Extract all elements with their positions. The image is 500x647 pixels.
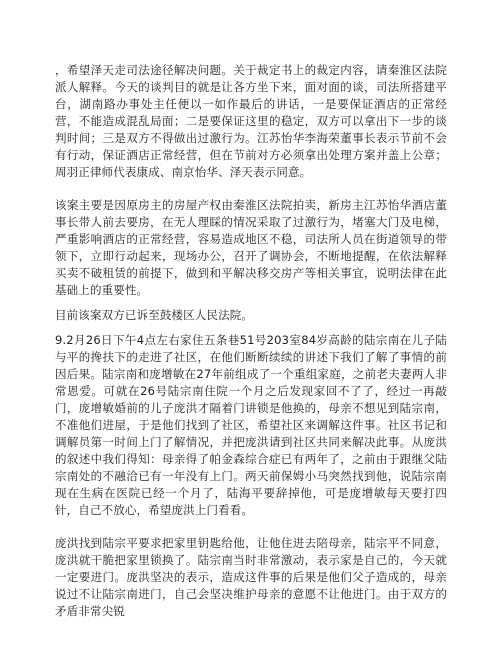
paragraph-spacer [55,299,447,307]
paragraph-case-nine: 9.2月26日下午4点左右家住五条巷51号203室84岁高龄的陆宗南在儿子陆与平的搀扶下的走进了社区，在他们断断续续的讲述下我们了解了事情的前因后果。陆宗南和庞增敏在27年前组成了一个重组家庭，之前老夫妻两人非常恩爱。可就在26号陆宗南住院一个月之后发现家回不了了，经过一再敲门，庞增敏婚前的儿子庞洪才隔着门讲锁是他换的，母亲不想见到陆宗南，不准他们进屋，于是他们找到了社区，希望社区来调解这件事。社区书记和调解员第一时间上门了解情况，并把庞洪请到社区共同来解决此事。从庞洪的叙述中我们得知：母亲得了帕金森综合症已有两年了，之前由于跟继父陆宗南处的不融洽已有一年没有上门。两天前保姆小马突然找到他，说陆宗南现在生病在医院已经一个月了，陆海平要辞掉他，可是庞增敏每天要打四针，自己不放心，希望庞洪上门看看。 [55,333,447,517]
paragraph-case-description: 该案主要是因原房主的房屋产权由秦淮区法院拍卖，新房主江苏怡华酒店董事长带人前去要房，在无人理睬的情况采取了过激行为，堵塞大门及电梯，严重影响酒店的正常经营，容易造成地区不稳，司法所人员在街道领导的带领下，立即行动起来，现场办公，召开了调协会，不断地提醒，在依法解释买卖不破租赁的前提下，做到和平解决移交房产等相关事宜，说明法律在此基础上的重要性。 [55,198,447,297]
paragraph-spacer [55,181,447,197]
paragraph-spacer [55,519,447,535]
paragraph-spacer [55,324,447,332]
paragraph-case-status: 目前该案双方已诉至鼓楼区人民法院。 [55,308,254,322]
paragraph-case-nine-continued: 庞洪找到陆宗平要求把家里钥匙给他，让他住进去陪母亲，陆宗平不同意，庞洪就干脆把家里锁换了。陆宗南当时非常激动，表示家是自己的，今天就一定要进门。庞洪坚决的表示，造成这件事的后果是他们父子造成的，母亲说过不让陆宗南进门，自己会坚决维护母亲的意愿不让他进门。由于双方的矛盾非常尖锐 [55,536,447,618]
document-page [55,62,447,620]
paragraph-negotiation-summary: ，希望泽天走司法途径解决问题。关于裁定书上的裁定内容，请秦淮区法院派人解释。今天的谈判目的就是让各方坐下来，面对面的谈，司法所搭建平台，湖南路办事处主任便以一如作最后的讲话，一是要保证酒店的正常经营，不能造成混乱局面；二是要保证这里的稳定，双方可以拿出下一步的谈判时间；三是双方不得做出过激行为。江苏怡华李海荣董事长表示节前不会有行动，保证酒店正常经营，但在节前对方必须拿出处理方案并盖上公章；周羽正律师代表康成、南京怡华、泽天表示同意。 [55,63,447,179]
